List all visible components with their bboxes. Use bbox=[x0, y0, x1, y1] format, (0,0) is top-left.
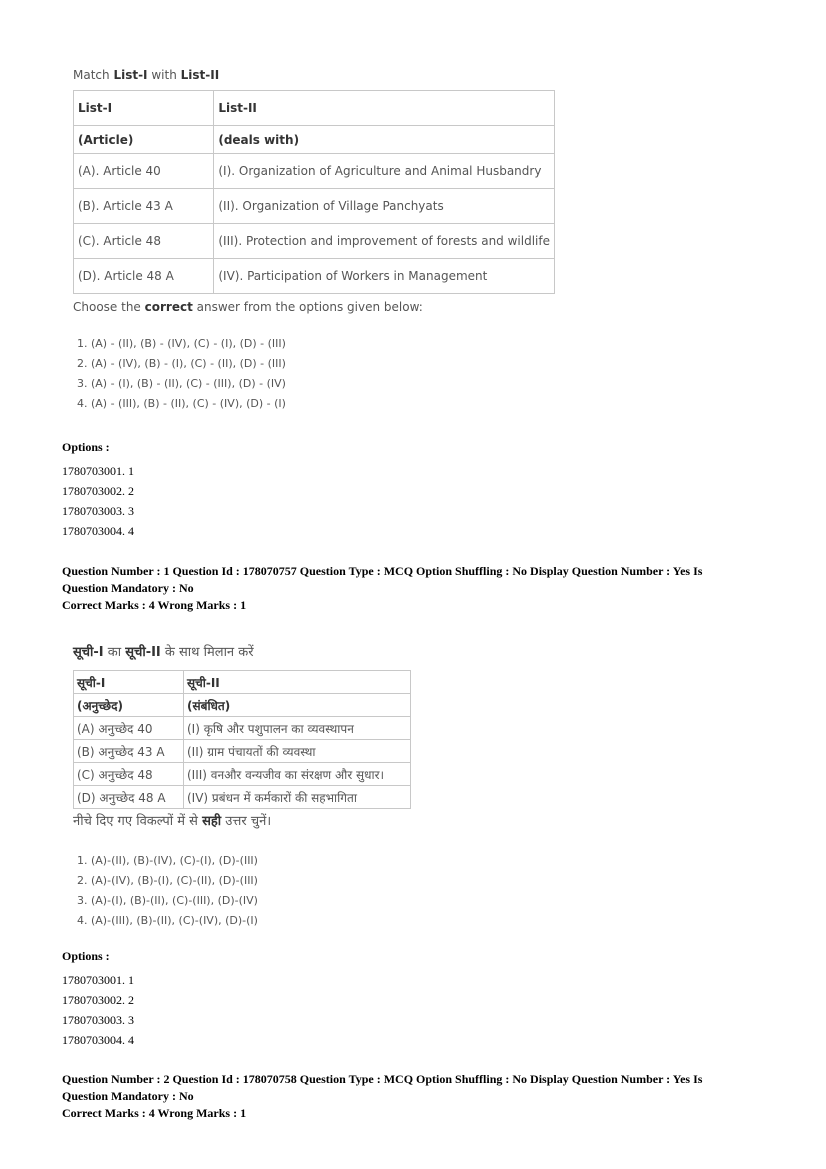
table-row bbox=[74, 740, 411, 763]
option-id-line: 1780703001. 1 bbox=[62, 973, 134, 987]
table-row bbox=[74, 259, 555, 294]
question-1-instruction: Choose the correct answer from the options given below: bbox=[73, 300, 423, 314]
table-cell: (A). Article 40 bbox=[74, 154, 214, 189]
question-2-instruction: नीचे दिए गए विकल्पों में से सही उत्तर चुनें। bbox=[73, 814, 272, 829]
table-cell: (III). Protection and improvement of forests and wildlife bbox=[214, 224, 555, 259]
answer-option: 4. (A)-(III), (B)-(II), (C)-(IV), (D)-(I) bbox=[77, 914, 258, 927]
table-cell: (C). Article 48 bbox=[74, 224, 214, 259]
table-cell: (D). Article 48 A bbox=[74, 259, 214, 294]
question-1-intro: Match List-I with List-II bbox=[73, 68, 220, 82]
table-cell: (I) कृषि और पशुपालन का व्यवस्थापन bbox=[184, 717, 411, 740]
question-2-info bbox=[62, 1071, 782, 1122]
table-row bbox=[74, 189, 555, 224]
table-cell: (II) ग्राम पंचायतों की व्यवस्था bbox=[184, 740, 411, 763]
table-cell: (IV) प्रबंधन में कर्मकारों की सहभागिता bbox=[184, 786, 411, 809]
table-cell: (I). Organization of Agriculture and Animal Husbandry bbox=[214, 154, 555, 189]
table-cell: (C) अनुच्छेद 48 bbox=[74, 763, 184, 786]
table-subheader-row bbox=[74, 694, 411, 717]
answer-option: 1. (A)-(II), (B)-(IV), (C)-(I), (D)-(III) bbox=[77, 854, 258, 867]
table-cell: (II). Organization of Village Panchyats bbox=[214, 189, 555, 224]
table-cell: (B) अनुच्छेद 43 A bbox=[74, 740, 184, 763]
question-1-image bbox=[73, 68, 555, 414]
question-2-image bbox=[73, 642, 411, 931]
answer-option: 3. (A) - (I), (B) - (II), (C) - (III), (D) - (IV) bbox=[77, 377, 286, 390]
question-info-line: Question Mandatory : No bbox=[62, 1089, 194, 1103]
table-row bbox=[74, 786, 411, 809]
question-2-options-block bbox=[62, 949, 134, 1050]
question-1-options-block bbox=[62, 440, 134, 541]
question-info-line: Question Mandatory : No bbox=[62, 581, 194, 595]
table-cell: (III) वनऔर वन्यजीव का संरक्षण और सुधार। bbox=[184, 763, 411, 786]
table-cell: सूची-I bbox=[74, 671, 184, 694]
option-id-line: 1780703002. 2 bbox=[62, 993, 134, 1007]
question-2-answer-options bbox=[77, 851, 411, 931]
table-cell: (deals with) bbox=[214, 126, 555, 154]
table-cell: (D) अनुच्छेद 48 A bbox=[74, 786, 184, 809]
option-id-line: 1780703003. 3 bbox=[62, 1013, 134, 1027]
question-info-line: Question Number : 1 Question Id : 178070757 Question Type : MCQ Option Shuffling : No Display Question Number : Yes Is bbox=[62, 564, 703, 578]
question-2-intro: सूची-I का सूची-II के साथ मिलान करें bbox=[73, 645, 254, 660]
answer-option: 2. (A)-(IV), (B)-(I), (C)-(II), (D)-(III) bbox=[77, 874, 258, 887]
question-1-answer-options bbox=[77, 334, 555, 414]
table-subheader-row bbox=[74, 126, 555, 154]
table-cell: (संबंधित) bbox=[184, 694, 411, 717]
table-row bbox=[74, 717, 411, 740]
question-1-info bbox=[62, 563, 782, 614]
options-heading: Options : bbox=[62, 949, 110, 963]
table-cell: (Article) bbox=[74, 126, 214, 154]
question-info-line: Question Number : 2 Question Id : 178070758 Question Type : MCQ Option Shuffling : No Display Question Number : Yes Is bbox=[62, 1072, 703, 1086]
answer-option: 3. (A)-(I), (B)-(II), (C)-(III), (D)-(IV) bbox=[77, 894, 258, 907]
table-cell: सूची-II bbox=[184, 671, 411, 694]
table-row bbox=[74, 763, 411, 786]
question-1-match-table bbox=[73, 90, 555, 294]
table-header-row bbox=[74, 671, 411, 694]
question-marks-line: Correct Marks : 4 Wrong Marks : 1 bbox=[62, 598, 247, 612]
answer-option: 1. (A) - (II), (B) - (IV), (C) - (I), (D) - (III) bbox=[77, 337, 286, 350]
options-heading: Options : bbox=[62, 440, 110, 454]
table-row bbox=[74, 224, 555, 259]
option-id-line: 1780703004. 4 bbox=[62, 1033, 134, 1047]
table-cell: (A) अनुच्छेद 40 bbox=[74, 717, 184, 740]
answer-option: 4. (A) - (III), (B) - (II), (C) - (IV), (D) - (I) bbox=[77, 397, 286, 410]
table-cell: (अनुच्छेद) bbox=[74, 694, 184, 717]
answer-option: 2. (A) - (IV), (B) - (I), (C) - (II), (D) - (III) bbox=[77, 357, 286, 370]
option-id-line: 1780703004. 4 bbox=[62, 524, 134, 538]
option-id-line: 1780703003. 3 bbox=[62, 504, 134, 518]
table-cell: (IV). Participation of Workers in Management bbox=[214, 259, 555, 294]
question-marks-line: Correct Marks : 4 Wrong Marks : 1 bbox=[62, 1106, 247, 1120]
table-header-row bbox=[74, 91, 555, 126]
option-id-line: 1780703002. 2 bbox=[62, 484, 134, 498]
question-2-match-table bbox=[73, 670, 411, 809]
table-cell: (B). Article 43 A bbox=[74, 189, 214, 224]
table-row bbox=[74, 154, 555, 189]
option-id-line: 1780703001. 1 bbox=[62, 464, 134, 478]
table-cell: List-II bbox=[214, 91, 555, 126]
table-cell: List-I bbox=[74, 91, 214, 126]
